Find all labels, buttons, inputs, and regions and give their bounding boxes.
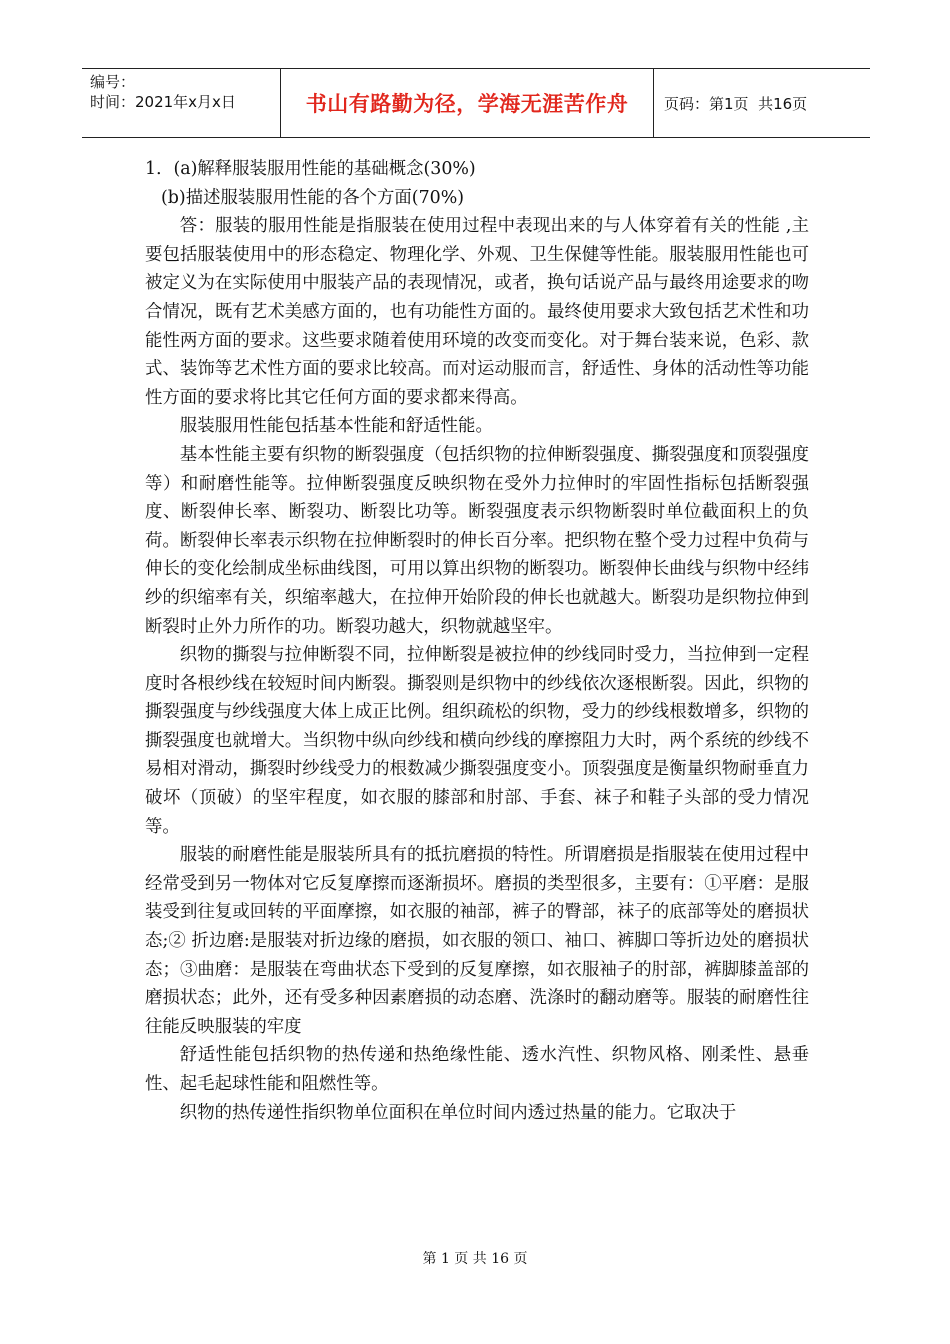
answer-paragraph-5: 服装的耐磨性能是服装所具有的抵抗磨损的特性。所谓磨损是指服装在使用过程中经常受到另一物体对它反复摩擦而逐渐损坏。磨损的类型很多，主要有：①平磨：是服装受到往复或回转的平面摩擦，如衣服的袖部，裤子的臀部，袜子的底部等处的磨损状态;② 折边磨:是服装对折边缘的磨损，如衣服的领口、袖口、裤脚口等折边处的磨损状态；③曲磨：是服装在弯曲状态下受到的反复摩擦，如衣服袖子的肘部，裤脚膝盖部的磨损状态；此外，还有受多种因素磨损的动态磨、洗涤时的翻动磨等。服装的耐磨性往往能反映服装的牢度	[145, 845, 809, 1037]
header-page-cell	[654, 69, 870, 137]
number-label: 编号：	[90, 73, 136, 91]
answer-paragraph-1: 答：服装的服用性能是指服装在使用过程中表现出来的与人体穿着有关的性能 ,主要包括服装使用中的形态稳定、物理化学、外观、卫生保健等性能。服装服用性能也可被定义为在实际使用中服装产品的表现情况，或者，换句话说产品与最终用途要求的吻合情况，既有艺术美感方面的，也有功能性方面的。最终使用要求大致包括艺术性和功能性两方面的要求。这些要求随着使用环境的改变而变化。对于舞台装来说，色彩、款式、装饰等艺术性方面的要求比较高。而对运动服而言，舒适性、身体的活动性等功能性方面的要求将比其它任何方面的要求都来得高。	[145, 216, 809, 408]
time-label: 时间：2021年x月x日	[90, 93, 236, 111]
question-line-b: (b)描述服装服用性能的各个方面(70%)	[161, 187, 465, 208]
header-motto-cell	[281, 69, 654, 137]
answer-paragraph-3: 基本性能主要有织物的断裂强度（包括织物的拉伸断裂强度、撕裂强度和顶裂强度等）和耐磨性能等。拉伸断裂强度反映织物在受外力拉伸时的牢固性指标包括断裂强度、断裂伸长率、断裂功、断裂比功等。断裂强度表示织物断裂时单位截面积上的负荷。断裂伸长率表示织物在拉伸断裂时的伸长百分率。把织物在整个受力过程中负荷与伸长的变化绘制成坐标曲线图，可用以算出织物的断裂功。断裂伸长曲线与织物中经纬纱的织缩率有关，织缩率越大，在拉伸开始阶段的伸长也就越大。断裂功是织物拉伸到断裂时止外力所作的功。断裂功越大，织物就越坚牢。	[145, 444, 809, 637]
answer-paragraph-2: 服装服用性能包括基本性能和舒适性能。	[179, 416, 493, 437]
question-line-a: 1．(a)解释服装服用性能的基础概念(30%)	[145, 159, 476, 179]
answer-paragraph-4: 织物的撕裂与拉伸断裂不同，拉伸断裂是被拉伸的纱线同时受力，当拉伸到一定程度时各根纱线在较短时间内断裂。撕裂则是织物中的纱线依次逐根断裂。因此，织物的撕裂强度与纱线强度大体上成正比例。组织疏松的织物，受力的纱线根数增多，织物的撕裂强度也就增大。当织物中纵向纱线和横向纱线的摩擦阻力大时，两个系统的纱线不易相对滑动，撕裂时纱线受力的根数减少撕裂强度变小。顶裂强度是衡量织物耐垂直力破坏（顶破）的坚牢程度，如衣服的膝部和肘部、手套、袜子和鞋子头部的受力情况等。	[145, 645, 809, 837]
answer-paragraph-7: 织物的热传递性指织物单位面积在单位时间内透过热量的能力。它取决于	[179, 1102, 737, 1123]
page-header	[82, 68, 870, 138]
motto-text: 书山有路勤为径，学海无涯苦作舟	[305, 92, 629, 116]
document-body	[145, 155, 809, 1127]
page-footer: 第 1 页 共 16 页	[422, 1251, 528, 1267]
page-number-label: 页码：第1页 共16页	[664, 94, 808, 113]
answer-paragraph-6: 舒适性能包括织物的热传递和热绝缘性能、透水汽性、织物风格、刚柔性、悬垂性、起毛起球性能和阻燃性等。	[145, 1045, 809, 1094]
header-info-cell	[82, 69, 281, 137]
